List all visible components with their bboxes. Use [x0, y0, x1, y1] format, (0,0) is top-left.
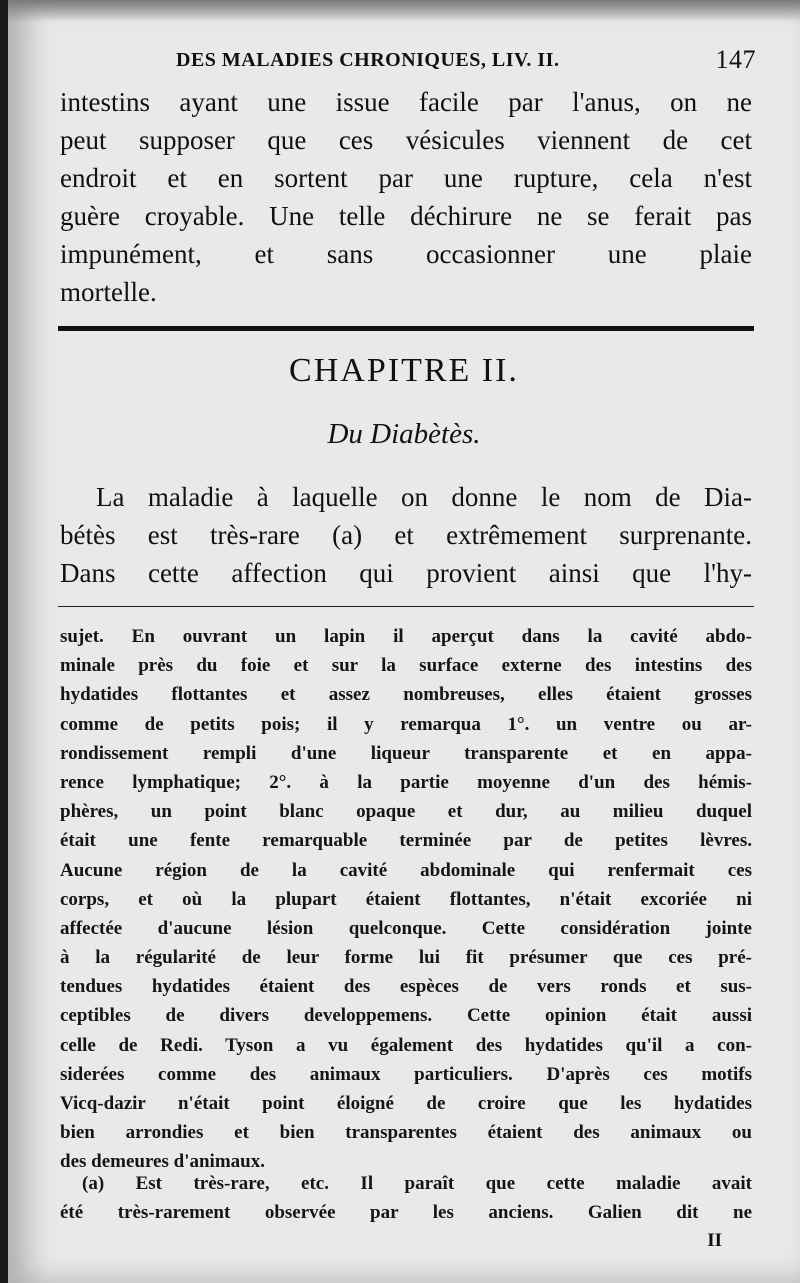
chapter-paragraph	[60, 478, 752, 592]
footnote-line: celle de Redi. Tyson a vu également des hydatides qu'il a con-	[60, 1034, 752, 1056]
text-line: Dans cette affection qui provient ainsi que l'hy-	[60, 558, 752, 588]
footnote-line: était une fente remarquable terminée par de petites lèvres.	[60, 830, 752, 852]
footnote-line: hydatides flottantes et assez nombreuses, elles étaient grosses	[60, 684, 752, 706]
footnote-line: sujet. En ouvrant un lapin il aperçut dans la cavité abdo-	[60, 626, 752, 647]
footnote-line: tendues hydatides étaient des espèces de vers ronds et sus-	[60, 976, 752, 998]
signature-mark: II	[707, 1230, 722, 1251]
footnote-line: affectée d'aucune lésion quelconque. Cette considération jointe	[60, 917, 752, 939]
chapter-subtitle: Du Diabètès.	[327, 418, 481, 450]
footnote-line: des demeures d'animaux.	[60, 1151, 265, 1173]
text-line: intestins ayant une issue facile par l'anus, on ne	[60, 87, 752, 117]
footnote-line: rence lymphatique; 2°. à la partie moyenne d'un des hémis-	[60, 771, 752, 793]
footnote-continued	[60, 622, 752, 1177]
footnote-line: Aucune région de la cavité abdominale qui renfermait ces	[60, 859, 752, 881]
section-rule	[58, 326, 754, 331]
footnote-line: siderées comme des animaux particuliers. D'après ces motifs	[60, 1063, 752, 1085]
text-line: La maladie à laquelle on donne le nom de Dia-	[96, 482, 752, 512]
footnote-line: (a) Est très-rare, etc. Il paraît que cette maladie avait	[82, 1173, 752, 1194]
footnote-line: phères, un point blanc opaque et dur, au milieu duquel	[60, 801, 752, 823]
footnote-a	[60, 1169, 752, 1227]
running-header	[64, 45, 756, 75]
text-line: bétès est très-rare (a) et extrêmement surprenante.	[60, 520, 752, 550]
text-line: mortelle.	[60, 277, 157, 307]
text-line: guère croyable. Une telle déchirure ne se ferait pas	[60, 201, 752, 231]
footnote-line: ceptibles de divers developpemens. Cette opinion était aussi	[60, 1005, 752, 1027]
footnote-line: à la régularité de leur forme lui fit présumer que ces pré-	[60, 947, 752, 969]
footnote-line: rondissement rempli d'une liqueur transparente et en appa-	[60, 742, 752, 764]
top-paragraph	[60, 83, 752, 311]
chapter-title: CHAPITRE II.	[289, 352, 519, 389]
running-header-title: DES MALADIES CHRONIQUES, LIV. II.	[176, 49, 560, 71]
text-line: endroit et en sortent par une rupture, cela n'est	[60, 163, 752, 193]
footnote-line: corps, et où la plupart étaient flottantes, n'était excoriée ni	[60, 888, 752, 910]
text-line: peut supposer que ces vésicules viennent de cet	[60, 125, 752, 155]
footnote-line: minale près du foie et sur la surface externe des intestins des	[60, 655, 752, 677]
footnote-rule	[58, 606, 754, 607]
footnote-line: bien arrondies et bien transparentes étaient des animaux ou	[60, 1122, 752, 1144]
footnote-line: Vicq-dazir n'était point éloigné de croire que les hydatides	[60, 1093, 752, 1114]
book-page	[8, 0, 800, 1283]
footnote-line: été très-rarement observée par les anciens. Galien dit ne	[60, 1202, 752, 1224]
text-line: impunément, et sans occasionner une plaie	[60, 239, 752, 269]
footnote-line: comme de petits pois; il y remarqua 1°. un ventre ou ar-	[60, 713, 752, 735]
page-number: 147	[715, 45, 756, 74]
